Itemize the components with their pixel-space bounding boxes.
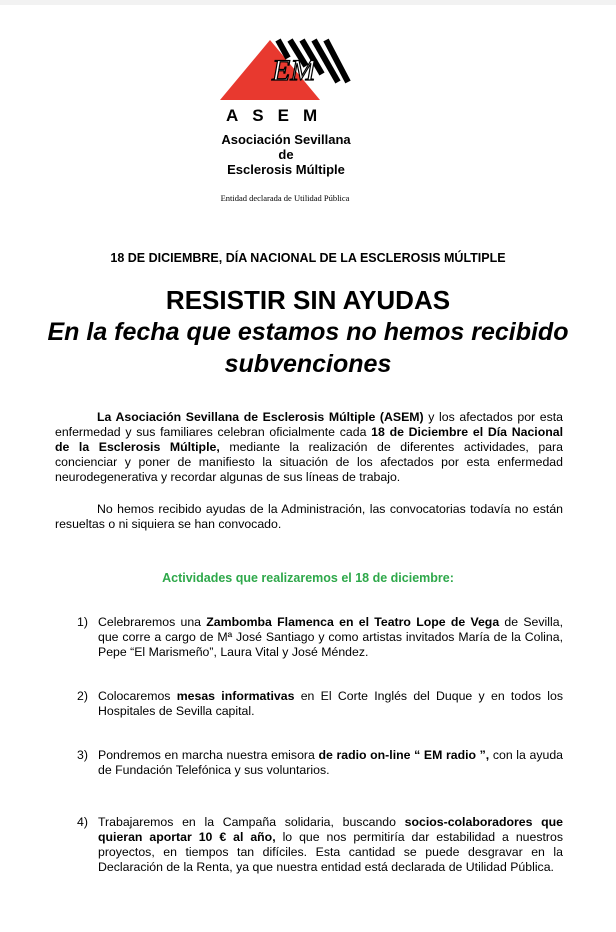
- item-number: 4): [77, 815, 88, 829]
- list-item: [77, 689, 563, 719]
- intro-text-1: y los afectados por esta enfermedad y sus familiares celebran oficialmente cada: [55, 410, 563, 439]
- page-title: RESISTIR SIN AYUDAS: [165, 285, 451, 315]
- item-text: [98, 748, 563, 778]
- item-text: [98, 689, 563, 719]
- item-text-a: Colocaremos: [98, 689, 177, 703]
- list-item: [77, 748, 563, 778]
- item-text-a: Celebraremos una: [98, 615, 207, 629]
- item-number: 1): [77, 615, 88, 629]
- item-text-bold: socios-colaboradores que quieran aportar 10 € al año,: [98, 815, 563, 844]
- no-aid-paragraph: [55, 502, 563, 532]
- intro-bold-2: 18 de Diciembre el Día Nacional de la Esclerosis Múltiple,: [55, 425, 563, 454]
- intro-bold-1: La Asociación Sevillana de Esclerosis Múltiple (ASEM): [97, 410, 424, 424]
- item-number: 2): [77, 689, 88, 703]
- item-text-c: con la ayuda de Fundación Telefónica y sus voluntarios.: [98, 748, 564, 777]
- item-text-c: lo que nos permitiría dar estabilidad a nuestros proyectos, en tiempos tan difíciles. Esta cantidad se puede desgravar en la Declaración de la Renta, ya que nuestra entidad está declarada de Utilidad Pública.: [98, 830, 563, 874]
- logo-letters: ASEM: [226, 106, 332, 125]
- list-item: [77, 615, 563, 660]
- headline: En la fecha que estamos no hemos recibido subvenciones: [47, 318, 569, 378]
- activities-title: Actividades que realizaremos el 18 de diciembre:: [162, 571, 454, 585]
- item-text: [98, 615, 563, 660]
- asem-logo: [210, 36, 360, 206]
- item-text: [98, 815, 563, 875]
- item-text-bold: mesas informativas: [176, 689, 295, 703]
- logo-name-line1: Asociación Sevillana: [221, 132, 351, 147]
- intro-text-2: mediante la realización de diferentes actividades, para concienciar y poner de manifiesto la situación de los afectados por esta enfermedad neurodegenerativa y recordar algunas de sus líneas de trabajo.: [55, 440, 563, 484]
- subtitle: 18 DE DICIEMBRE, DÍA NACIONAL DE LA ESCLEROSIS MÚLTIPLE: [110, 251, 506, 265]
- no-aid-text: No hemos recibido ayudas de la Administración, las convocatorias todavía no están resueltas o ni siquiera se han convocado.: [55, 502, 563, 531]
- top-border: [0, 0, 616, 5]
- item-text-bold: de radio on-line “ EM radio ”,: [318, 748, 490, 762]
- item-text-a: Pondremos en marcha nuestra emisora: [98, 748, 319, 762]
- item-text-bold: Zambomba Flamenca en el Teatro Lope de Vega: [206, 615, 500, 629]
- list-item: [77, 815, 563, 875]
- intro-paragraph: [55, 410, 563, 485]
- asem-logo-icon: [218, 36, 358, 106]
- logo-note: Entidad declarada de Utilidad Pública: [220, 193, 350, 203]
- logo-organization-name: [210, 132, 362, 177]
- item-text-a: Trabajaremos en la Campaña solidaria, buscando: [98, 815, 405, 829]
- item-text-c: de Sevilla, que corre a cargo de Mª José Santiago y como artistas invitados María de la Colina, Pepe “El Marismeño”, Laura Vital y José Méndez.: [98, 615, 564, 659]
- logo-name-line2: de: [278, 147, 294, 162]
- item-number: 3): [77, 748, 88, 762]
- item-text-c: en El Corte Inglés del Duque y en todos los Hospitales de Sevilla capital.: [98, 689, 564, 718]
- logo-monogram: EM: [272, 54, 316, 87]
- logo-name-line3: Esclerosis Múltiple: [227, 162, 345, 177]
